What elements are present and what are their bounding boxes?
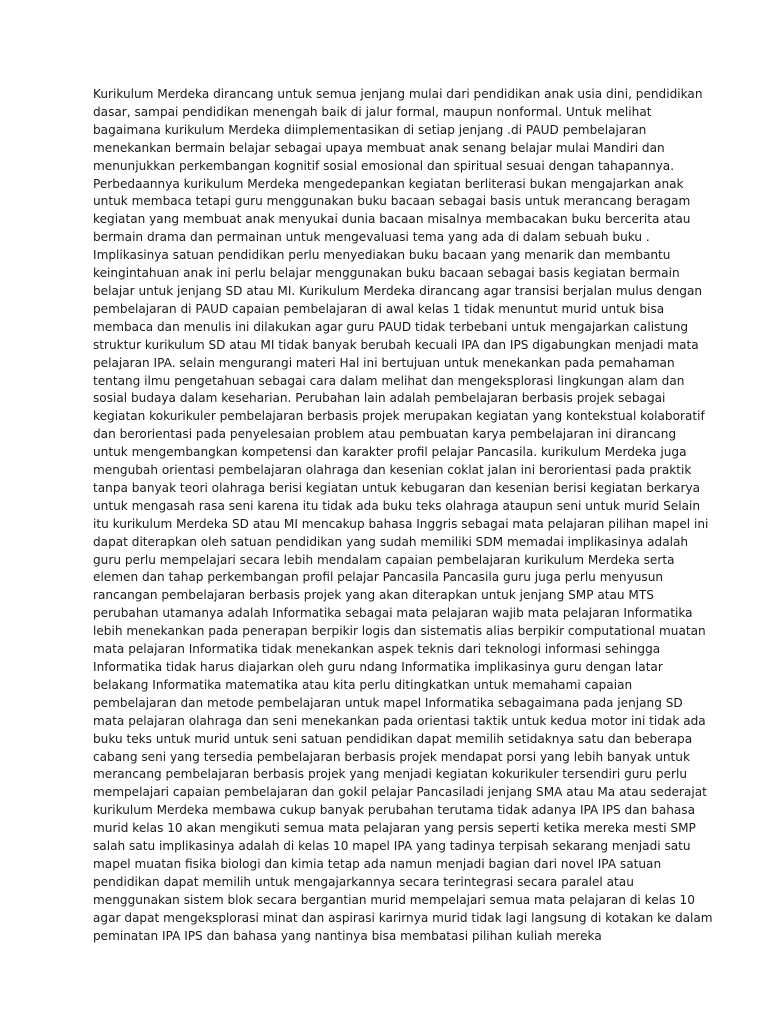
text-line: agar dapat mengeksplorasi minat dan aspirasi karirnya murid tidak lagi langsung di kotakan ke dalam: [93, 910, 713, 925]
text-line: membaca dan menulis ini dilakukan agar guru PAUD tidak terbebani untuk mengajarkan calistung: [93, 319, 689, 334]
text-line: sosial budaya dalam keseharian. Perubahan lain adalah pembelajaran berbasis projek sebagai: [93, 391, 666, 406]
text-line: perubahan utamanya adalah Informatika sebagai mata pelajaran wajib mata pelajaran Informatika: [93, 606, 693, 621]
text-line: elemen dan tahap perkembangan profil pelajar Pancasila Pancasila guru juga perlu menyusun: [93, 570, 664, 585]
text-line: kegiatan yang membuat anak menyukai dunia bacaan misalnya membacakan buku bercerita atau: [93, 212, 691, 227]
text-line: mempelajari capaian pembelajaran dan gokil pelajar Pancasiladi jenjang SMA atau Ma atau sederajat: [93, 785, 707, 800]
text-line: murid kelas 10 akan mengikuti semua mata pelajaran yang persis seperti ketika mereka mesti SMP: [93, 821, 696, 836]
text-line: mapel muatan fisika biologi dan kimia tetap ada namun menjadi bagian dari novel IPA satuan: [93, 856, 662, 871]
text-line: lebih menekankan pada penerapan berpikir logis dan sistematis alias berpikir computational muatan: [93, 624, 706, 639]
text-line: mata pelajaran Informatika tidak menekankan aspek teknis dari teknologi informasi sehingga: [93, 642, 661, 657]
text-line: dasar, sampai pendidikan menengah baik di jalur formal, maupun nonformal. Untuk melihat: [93, 104, 652, 119]
text-line: kegiatan kokurikuler pembelajaran berbasis projek merupakan kegiatan yang kontekstual kolaboratif: [93, 409, 705, 424]
text-line: bermain drama dan permainan untuk mengevaluasi tema yang ada di dalam sebuah buku .: [93, 230, 650, 245]
text-line: pembelajaran dan metode pembelajaran untuk mapel Informatika sebagaimana pada jenjang SD: [93, 695, 683, 710]
text-line: cabang seni yang tersedia pembelajaran berbasis projek mendapat porsi yang lebih banyak untuk: [93, 749, 690, 764]
text-line: guru perlu mempelajari secara lebih mendalam capaian pembelajaran kurikulum Merdeka serta: [93, 552, 675, 567]
text-line: menekankan bermain belajar sebagai upaya membuat anak senang belajar mulai Mandiri dan: [93, 140, 665, 155]
text-line: merancang pembelajaran berbasis projek yang menjadi kegiatan kokurikuler tersendiri guru perlu: [93, 767, 688, 782]
text-line: pelajaran IPA. selain mengurangi materi Hal ini bertujuan untuk menekankan pada pemahaman: [93, 355, 675, 370]
text-line: tanpa banyak teori olahraga berisi kegiatan untuk kebugaran dan kesenian berisi kegiatan berkarya: [93, 480, 701, 495]
text-line: keingintahuan anak ini perlu belajar menggunakan buku bacaan sebagai basis kegiatan bermain: [93, 266, 680, 281]
text-line: dan berorientasi pada penyelesaian problem atau pembuatan karya pembelajaran ini dirancang: [93, 427, 677, 442]
text-line: menunjukkan perkembangan kognitif sosial emosional dan spiritual sesuai dengan tahapannya.: [93, 158, 675, 173]
text-line: menggunakan sistem blok secara bergantian murid mempelajari semua mata pelajaran di kelas 10: [93, 892, 695, 907]
text-line: buku teks untuk murid untuk seni satuan pendidikan dapat memilih setidaknya satu dan beberapa: [93, 731, 693, 746]
text-line: pembelajaran di PAUD capaian pembelajaran di awal kelas 1 tidak menuntut murid untuk bisa: [93, 301, 665, 316]
text-line: rancangan pembelajaran berbasis projek yang akan diterapkan untuk jenjang SMP atau MTS: [93, 588, 654, 603]
text-line: Kurikulum Merdeka dirancang untuk semua jenjang mulai dari pendidikan anak usia dini, pendidikan: [93, 87, 703, 101]
text-line: belajar untuk jenjang SD atau MI. Kurikulum Merdeka dirancang agar transisi berjalan mulus dengan: [93, 283, 703, 298]
text-line: tentang ilmu pengetahuan sebagai cara dalam melihat dan mengeksplorasi lingkungan alam dan: [93, 373, 685, 388]
text-line: itu kurikulum Merdeka SD atau MI mencakup bahasa Inggris sebagai mata pelajaran pilihan mapel ini: [93, 516, 709, 531]
text-line: Informatika tidak harus diajarkan oleh guru ndang Informatika implikasinya guru dengan latar: [93, 660, 663, 674]
body-paragraph: [93, 86, 713, 946]
text-line: untuk mengembangkan kompetensi dan karakter profil pelajar Pancasila. kurikulum Merdeka juga: [93, 445, 687, 460]
text-line: Implikasinya satuan pendidikan perlu menyediakan buku bacaan yang menarik dan membantu: [93, 248, 671, 263]
text-line: kurikulum Merdeka membawa cukup banyak perubahan terutama tidak adanya IPA IPS dan bahasa: [93, 803, 696, 818]
text-line: pendidikan dapat memilih untuk mengajarkannya secara terintegrasi secara paralel atau: [93, 874, 634, 889]
text-line: salah satu implikasinya adalah di kelas 10 mapel IPA yang tadinya terpisah sekarang menjadi satu: [93, 839, 691, 854]
text-line: untuk membaca tetapi guru menggunakan buku bacaan sebagai basis untuk merancang beragam: [93, 194, 691, 209]
text-line: belakang Informatika matematika atau kita perlu ditingkatkan untuk memahami capaian: [93, 677, 633, 692]
text-line: struktur kurikulum SD atau MI tidak banyak berubah kecuali IPA dan IPS digabungkan menjadi mata: [93, 337, 699, 352]
text-line: mengubah orientasi pembelajaran olahraga dan kesenian coklat jalan ini berorientasi pada praktik: [93, 463, 692, 478]
text-line: dapat diterapkan oleh satuan pendidikan yang sudah memiliki SDM memadai implikasinya adalah: [93, 534, 689, 549]
text-line: untuk mengasah rasa seni karena itu tidak ada buku teks olahraga ataupun seni untuk murid Selain: [93, 498, 701, 513]
text-line: Perbedaannya kurikulum Merdeka mengedepankan kegiatan berliterasi bukan mengajarkan anak: [93, 176, 684, 191]
text-line: mata pelajaran olahraga dan seni menekankan pada orientasi taktik untuk kedua motor ini tidak ada: [93, 713, 706, 728]
text-line: bagaimana kurikulum Merdeka diimplementasikan di setiap jenjang .di PAUD pembelajaran: [93, 122, 647, 137]
text-line: peminatan IPA IPS dan bahasa yang nantinya bisa membatasi pilihan kuliah mereka: [93, 928, 602, 943]
